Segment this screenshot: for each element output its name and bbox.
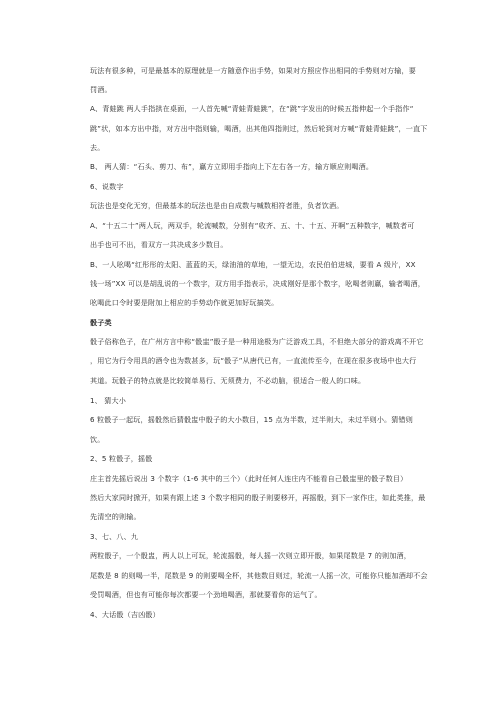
text-line: B、一人吆喝“红彤彤的太阳、蓝蓝的天，绿油油的草地，一望无边，农民伯伯进城，要看 A 级片，XX <box>90 260 416 269</box>
category-heading: 骰子类 <box>90 318 112 327</box>
text-line: A、青蛙跳 两人手指拱在桌面，一人首先喊“青蛙青蛙跳”，在“跳”字发出的时候五指伸起一个手指作“ <box>90 104 414 113</box>
text-line: 受罚喝酒，但也有可能你每次都要一个劲地喝酒，那就要看你的运气了。 <box>90 590 322 599</box>
section-heading: 1、 猜大小 <box>90 396 127 405</box>
text-line: 两粒骰子，一个骰盅，两人以上可玩，轮流摇骰，每人摇一次则立即开骰，如果尾数是 7 的则加酒， <box>90 551 411 560</box>
text-line: 钱一场”XX 可以是胡乱说的一个数字，双方用手指表示，决成刚好是那个数字，吆喝者则赢，输者喝酒， <box>90 279 425 288</box>
text-line: 罚酒。 <box>90 85 112 94</box>
section-heading: 4、大话骰（吉凶骰） <box>90 610 160 619</box>
text-line: B、 两人猜：“石头、剪刀、布”，赢方立即用手指向上下左右各一方，输方顺应则喝酒。 <box>90 162 374 171</box>
section-heading: 3、七、八、九 <box>90 532 139 541</box>
text-line: 去。 <box>90 143 105 152</box>
text-line: 先清空的则输。 <box>90 512 141 521</box>
text-line: 骰子俗称色子，在广州方言中称“骰盅”骰子是一种用途极为广泛游戏工具，不但绝大部分的游戏离不开它 <box>90 337 424 346</box>
text-line: 尾数是 8 的则喝一半，尾数是 9 的则要喝全杯，其他数目则过，轮流一人摇一次，可能你只能加酒却不会 <box>90 571 428 580</box>
section-heading: 6、说数字 <box>90 182 124 191</box>
text-line: 跳”状，如本方出中指，对方出中指则输，喝酒，出其他四指则过，然后轮到对方喊“青蛙青蛙跳”，一直下 <box>90 124 428 133</box>
text-line: 然后大家同时掀开，如果有跟上述 3 个数字相同的骰子则要移开，再摇骰，到下一家作庄，如此类推，最 <box>90 493 426 502</box>
text-line: 饮。 <box>90 435 105 444</box>
text-line: 吆喝此口令时要是附加上相应的手势动作就更加好玩搞笑。 <box>90 298 279 307</box>
text-line: 庄主首先摇后说出 3 个数字（1-6 其中的三个）（此时任何人连庄内不能看自己骰盅里的骰子数目） <box>90 474 408 483</box>
section-heading: 2、5 粒骰子，摇骰 <box>90 454 153 463</box>
text-line: 6 粒骰子一起玩，摇骰然后猜骰盅中骰子的大小数目，15 点为半数，过半则大，未过半则小。猜错则 <box>90 415 414 424</box>
text-line: 玩法也是变化无穷，但最基本的玩法也是由自成数与喊数相符者胜，负者饮酒。 <box>90 201 344 210</box>
text-line: ，用它为行令用具的酒令也为数甚多，玩“骰子”从唐代已有，一直流传至今，在现在很多夜场中也大行 <box>90 356 417 365</box>
text-line: 玩法有很多种，可是最基本的原理就是一方随意作出手势，如果对方照应作出相同的手势则对方输，要 <box>90 66 416 75</box>
text-line: A、“十五二十”两人玩，两双手，轮流喊数，分别有“收齐、五、十、十五、开啊”五种数字，喊数者可 <box>90 221 415 230</box>
text-line: 其道。玩骰子的特点就是比较简单易行、无须费力，不必动脑，很适合一般人的口味。 <box>90 376 366 385</box>
text-line: 出手也可不出，看双方一共决成多少数目。 <box>90 240 228 249</box>
